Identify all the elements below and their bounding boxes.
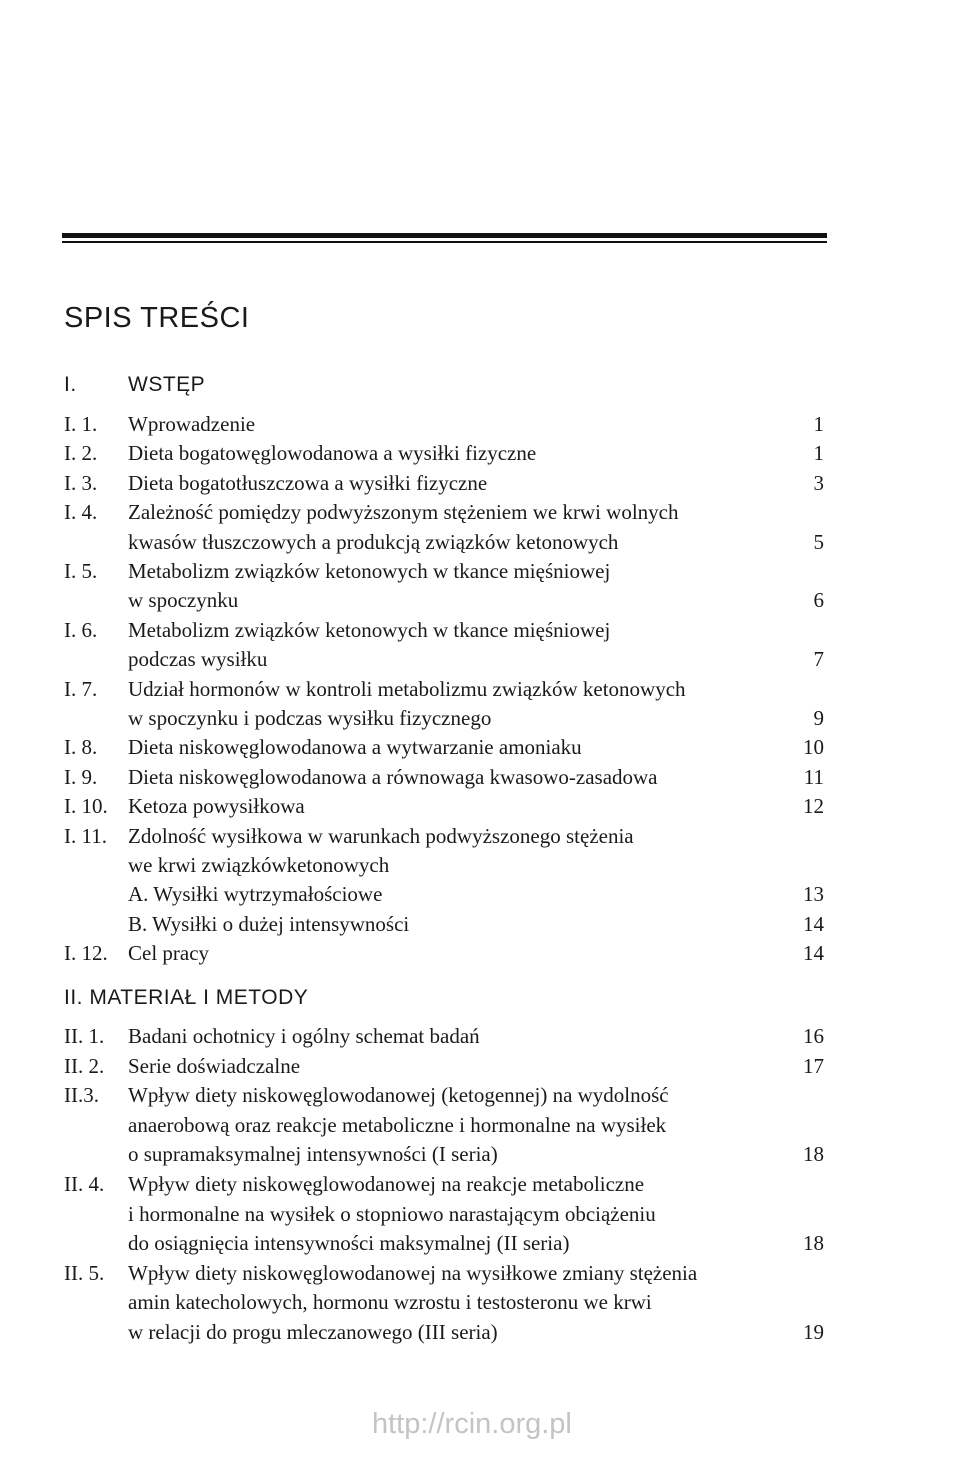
toc-entry-number: I. 11. [64, 823, 107, 848]
toc-entry-number: I. 2. [64, 441, 98, 466]
toc-entry-page: 6 [813, 588, 824, 613]
toc-entry-number: I. 7. [64, 676, 98, 701]
toc-entry-title: anaerobową oraz reakcje metaboliczne i hormonalne na wysiłek [128, 1112, 667, 1137]
toc-entry-number: II. 4. [64, 1172, 105, 1196]
toc-entry-page: 10 [803, 735, 824, 760]
toc-entry-title: i hormonalne na wysiłek o stopniowo narastającym obciążeniu [128, 1201, 656, 1226]
toc-entry-page: 12 [803, 794, 824, 819]
toc-entry-title: Wprowadzenie [128, 412, 256, 436]
toc-entry-title: kwasów tłuszczowych a produkcją związków ketonowych [128, 529, 619, 554]
toc-entry-title: Dieta niskowęglowodanowa a równowaga kwasowo-zasadowa [128, 764, 658, 789]
section-2-title: II. MATERIAŁ I METODY [64, 986, 309, 1009]
toc-entry-number: II. 2. [64, 1053, 105, 1078]
toc-entry-number: I. 12. [64, 941, 108, 966]
toc-entry-page: 1 [813, 441, 824, 466]
toc-entry-title: Wpływ diety niskowęglowodanowej na reakcje metaboliczne [128, 1172, 645, 1196]
toc-entry-number: I. 6. [64, 617, 98, 642]
toc-entry-title: Zdolność wysiłkowa w warunkach podwyższonego stężenia [128, 823, 634, 848]
toc-entry-title: Wpływ diety niskowęglowodanowej (ketogennej) na wydolność [128, 1083, 669, 1108]
toc-entry-page: 3 [813, 470, 824, 495]
toc-entry-number: I. 4. [64, 500, 98, 525]
toc-entry-title: Dieta bogatowęglowodanowa a wysiłki fizyczne [128, 441, 537, 466]
toc-entry-title: we krwi związkówketonowych [128, 853, 390, 877]
toc-entry-number: I. 3. [64, 470, 98, 495]
toc-entry-page: 16 [803, 1024, 824, 1048]
toc-entry-page: 11 [803, 764, 824, 789]
section-1-number: I. [64, 373, 77, 396]
toc-entry-page: 18 [803, 1231, 824, 1256]
toc-entry-title: Dieta bogatotłuszczowa a wysiłki fizyczne [128, 470, 488, 495]
toc-entry-page: 9 [813, 706, 824, 730]
toc-entry-page: 5 [813, 529, 824, 554]
toc-entry-title: Udział hormonów w kontroli metabolizmu związków ketonowych [128, 676, 686, 701]
toc-entry-title: do osiągnięcia intensywności maksymalnej (II seria) [128, 1231, 570, 1256]
section-1-title: WSTĘP [128, 373, 206, 396]
toc-entry-title: Dieta niskowęglowodanowa a wytwarzanie amoniaku [128, 735, 582, 760]
toc-entry-title: Zależność pomiędzy podwyższonym stężeniem we krwi wolnych [128, 500, 679, 525]
toc-entry-title: w spoczynku [128, 588, 239, 613]
toc-entry-title: Serie doświadczalne [128, 1053, 301, 1078]
toc-entry-number: II. 5. [64, 1260, 105, 1285]
watermark-url: http://rcin.org.pl [372, 1408, 572, 1440]
header-rule-thick [62, 233, 827, 238]
toc-entry-page: 14 [803, 941, 824, 966]
toc-entry-title: amin katecholowych, hormonu wzrostu i testosteronu we krwi [128, 1290, 652, 1315]
toc-entry-page: 13 [803, 882, 824, 907]
toc-entry-number: I. 5. [64, 559, 98, 583]
header-rule-thin [62, 241, 827, 243]
toc-entry-title: B. Wysiłki o dużej intensywności [128, 911, 410, 936]
toc-entry-number: I. 10. [64, 794, 108, 819]
toc-entry-number: I. 9. [64, 764, 98, 789]
toc-entry-page: 1 [813, 412, 824, 436]
toc-entry-title: Metabolizm związków ketonowych w tkance mięśniowej [128, 617, 611, 642]
toc-entry-page: 18 [803, 1142, 824, 1167]
toc-entry-number: I. 1. [64, 412, 98, 436]
toc-entry-title: Ketoza powysiłkowa [128, 794, 305, 819]
toc-entry-number: I. 8. [64, 735, 98, 760]
toc-entry-page: 7 [813, 647, 824, 672]
toc-entry-number: II. 1. [64, 1024, 105, 1048]
toc-entry-title: o supramaksymalnej intensywności (I seria) [128, 1142, 498, 1167]
toc-entry-title: A. Wysiłki wytrzymałościowe [128, 882, 383, 907]
toc-entry-title: w relacji do progu mleczanowego (III seria) [128, 1320, 498, 1344]
toc-entry-title: Cel pracy [128, 941, 210, 966]
toc-entry-page: 19 [803, 1320, 824, 1344]
toc-entry-title: Badani ochotnicy i ogólny schemat badań [128, 1024, 480, 1048]
toc-entry-page: 14 [803, 911, 824, 936]
page-title: SPIS TREŚCI [64, 302, 250, 334]
toc-entry-number: II.3. [64, 1083, 99, 1108]
toc-entry-title: Wpływ diety niskowęglowodanowej na wysiłkowe zmiany stężenia [128, 1260, 698, 1285]
toc-entry-page: 17 [803, 1053, 824, 1078]
toc-entry-title: w spoczynku i podczas wysiłku fizycznego [128, 706, 492, 730]
toc-entry-title: podczas wysiłku [128, 647, 268, 672]
toc-entry-title: Metabolizm związków ketonowych w tkance mięśniowej [128, 559, 611, 583]
